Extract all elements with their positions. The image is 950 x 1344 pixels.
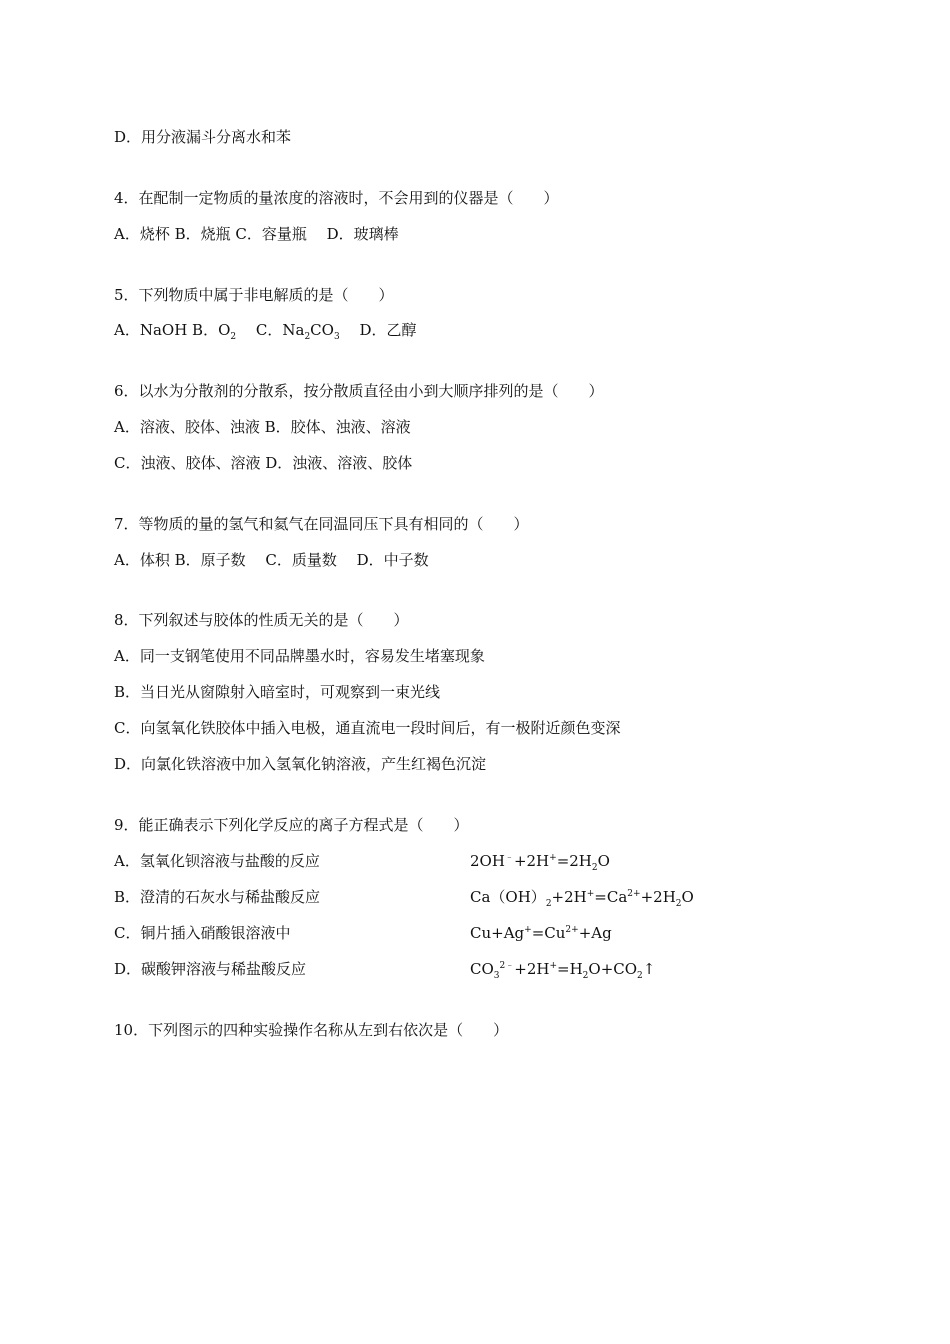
q5-options: A．NaOH B．$O_2$ C．$Na_2CO_3$ D．乙醇 (114, 321, 417, 342)
q9-d-equation: $CO_3^{2﹣}+2H^+=H_2O+CO_2↑$ (470, 960, 656, 981)
q9-a-equation: $2OH^﹣+2H^+=2H_2O$ (470, 852, 610, 873)
q3-option-d: D．用分液漏斗分离水和苯 (114, 128, 292, 146)
q8-option-d: D．向氯化铁溶液中加入氢氧化钠溶液，产生红褐色沉淀 (114, 755, 487, 773)
q7-stem: 7．等物质的量的氢气和氦气在同温同压下具有相同的（ ） (114, 515, 529, 533)
q4-stem: 4．在配制一定物质的量浓度的溶液时，不会用到的仪器是（ ） (114, 189, 559, 207)
q4-options: A．烧杯 B．烧瓶 C．容量瓶 D．玻璃棒 (114, 225, 399, 243)
q5-stem: 5．下列物质中属于非电解质的是（ ） (114, 286, 394, 304)
q8-option-b: B．当日光从窗隙射入暗室时，可观察到一束光线 (114, 683, 441, 701)
q6-stem: 6．以水为分散剂的分散系，按分散质直径由小到大顺序排列的是（ ） (114, 382, 604, 400)
q8-option-c: C．向氢氧化铁胶体中插入电极，通直流电一段时间后，有一极附近颜色变深 (114, 719, 621, 737)
q9-b-equation: $Ca(OH)_2+2H^+=Ca^{2+}+2H_2O$ (470, 888, 694, 909)
q8-stem: 8．下列叙述与胶体的性质无关的是（ ） (114, 611, 409, 629)
q9-option-d: D．碳酸钾溶液与稀盐酸反应 $CO_3^{2﹣}+2H^+=H_2O+CO_2↑$ (114, 960, 656, 981)
q6-options-cd: C．浊液、胶体、溶液 D．浊液、溶液、胶体 (114, 454, 413, 472)
q6-options-ab: A．溶液、胶体、浊液 B．胶体、浊液、溶液 (114, 418, 411, 436)
q7-options: A．体积 B．原子数 C．质量数 D．中子数 (114, 551, 429, 569)
q9-c-equation: $Cu+Ag^+=Cu^{2+}+Ag$ (470, 924, 612, 942)
q9-option-a: A．氢氧化钡溶液与盐酸的反应 $2OH^﹣+2H^+=2H_2O$ (114, 852, 610, 873)
q9-option-c: C．铜片插入硝酸银溶液中 $Cu+Ag^+=Cu^{2+}+Ag$ (114, 924, 612, 942)
q10-stem: 10．下列图示的四种实验操作名称从左到右依次是（ ） (114, 1021, 509, 1039)
q9-option-b: B．澄清的石灰水与稀盐酸反应 $Ca(OH)_2+2H^+=Ca^{2+}+2H_2O$ (114, 888, 694, 909)
q8-option-a: A．同一支钢笔使用不同品牌墨水时，容易发生堵塞现象 (114, 647, 485, 665)
q9-stem: 9．能正确表示下列化学反应的离子方程式是（ ） (114, 816, 469, 834)
